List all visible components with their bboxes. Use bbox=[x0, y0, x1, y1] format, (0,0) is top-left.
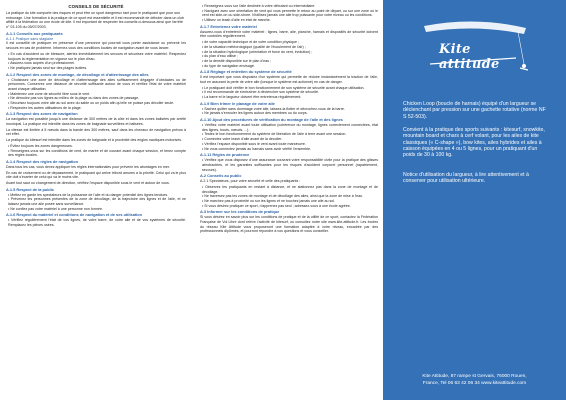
paragraph: Il est conseillé de pratiquer en présence d'une personne qui pourrait vous porter assistance ou prévenir les secours en cas de problème. Informez-vous des conditions locales de navigation avant de vous lancer. bbox=[6, 41, 186, 51]
paragraph: La pratique du kitesurf est interdite dans les zones de baignade et à proximité des engins nautiques motorisés. bbox=[6, 138, 183, 143]
bullet-item: • Connectez votre leash d'aile avant de la décoller. bbox=[200, 137, 378, 142]
kite-attitude-logo bbox=[420, 20, 530, 74]
bullet-item: • de votre capacité technique et de votre condition physique ; bbox=[200, 40, 378, 45]
bullet-item: • Vérifiez votre matériel avant toute utilisation (cohérence du montage, lignes correctement connectées, état des lignes, bouts, nœuds, ...). bbox=[200, 123, 378, 132]
bullet-item: • Renseignez-vous sur les conditions de vent, de marée et de courant avant chaque session, et tenez compte des règles locales. bbox=[6, 149, 186, 158]
paragraph: Avant tout saut ou changement de direction, vérifiez l'espace disponible sous le vent et autour de vous. bbox=[6, 181, 170, 186]
safety-column-left bbox=[0, 0, 192, 400]
safety-column-middle bbox=[193, 0, 383, 400]
section-heading: A.1.7 Entretenez votre matériel bbox=[200, 23, 257, 29]
bullet-item: • En cas d'accident ou de blessure, alertez immédiatement les secours et sécurisez votre matériel. Respectez toujours la réglementation en vigueur sur le plan d'eau. bbox=[6, 52, 186, 61]
bullet-item: • Vérifiez régulièrement l'état de vos lignes, de votre barre, de votre aile et de vos systèmes de sécurité. Remplacez les pièces usées. bbox=[6, 218, 186, 227]
section-heading: A.1.9 Bien trimer le planage de votre aile bbox=[200, 100, 275, 106]
bullet-item: • Utilisez un leash d'aile en état de marche. bbox=[200, 18, 378, 23]
bullet-item: • Ne vous connectez jamais au harnais sans avoir vérifié l'ensemble. bbox=[200, 147, 378, 152]
section-heading: A.1.6 Respect du matériel et conditions de navigation et de ses utilisation bbox=[6, 212, 142, 218]
section-heading: A.1.4 Respect des règles de navigation bbox=[6, 159, 79, 164]
product-description: Chicken Loop (boucle de harnais) équipé d'un largueur se déclenchant par pression sur une gachette rotative (norme NF S 52-503). bbox=[403, 101, 546, 120]
section-heading: A.1.2 Respect des zones de montage, de décollage et d'atterrissage des ailes bbox=[6, 71, 149, 77]
bullet-item: • Naviguez avec une orientation de vent qui vous permette le retour au point de départ, ou sur une zone où le vent est side-on ou side-shore. N'utilisez jamais une aile trop puissante pour votre niveau ou les conditions. bbox=[200, 9, 378, 18]
bullet-item: • Ne pratiquez jamais seul sur des plages isolées. bbox=[6, 66, 186, 71]
intro-paragraph: La pratique du kite comporte des risques et peut être un sport dangereux tant pour le pratiquant que pour son entourage. Une formation à la pratique de ce sport est essentielle et il est recommandé de débuter dans un club affilié à la fédération ou une école de kite. Il est important de respecter les conseils ci-dessous ainsi que l'arrêté n° 03-105 du 05/07/2003. bbox=[6, 11, 184, 30]
bullet-item: • Si vous désirez pratiquer ce sport, n'apprenez pas seul ; adressez-vous à une école agréée. bbox=[200, 204, 378, 209]
paragraph: Dans tous les cas, vous devez appliquer les règles internationales pour prévenir les abordages en mer. bbox=[6, 164, 170, 169]
bullet-item: • de la situation hydrologique (orientation et force du vent, évolution) ; bbox=[200, 50, 378, 55]
product-notice: Notice d'utilisation du largueur, à lire attentivement et à conserver pour utilisation ultérieure. bbox=[403, 172, 529, 185]
paragraph: Il est important que vous disposiez d'un système qui permette de réduire instantanément la traction de l'aile, tout en assurant la perte de votre aile (lorsque le système est actionné) en cas de danger. bbox=[200, 75, 378, 84]
paragraph: A.2.1 Spectateurs, pour votre sécurité et celle des pratiquants : bbox=[200, 179, 301, 184]
bullet-item: • du type de navigation envisagé. bbox=[200, 64, 378, 69]
bullet-item: • Le pratiquant doit vérifier le bon fonctionnement de son système de sécurité avant chaque utilisation. bbox=[200, 86, 378, 91]
bullet-item: • Ne déroulez pas vos lignes au milieu de la plage ou dans des zones de passage. bbox=[6, 96, 186, 101]
section-heading: A.1.1 Conseils aux pratiquants bbox=[6, 30, 63, 36]
company-contact: France, Tel 06 63 42 06 34 www.kiteattitude.com bbox=[422, 381, 527, 386]
product-usage: Convient à la pratique des sports suivants : kitesurf, snowkite, mountain board et chars à cerf volant, pour les ailes de kite classiques (« C-shape »), bow kites, ailes hybrides et ailes à caisson équipées en 4 ou 5 lignes, pour un pratiquant d'un poids de 30 à 100 kg. bbox=[403, 127, 545, 159]
bullet-item: • du plan d'eau utilisé ; bbox=[200, 54, 378, 59]
bullet-item: • Vérifiez que vous disposez d'une assurance couvrant votre responsabilité civile pour la pratique des glisses aérotractées, et les garanties suffisantes pour les risques d'accident corporel personnel (rapatriement, secours). bbox=[200, 158, 378, 172]
bullet-item: • Testez le bon fonctionnement du système de libération de l'aile à terre avant une session. bbox=[200, 132, 378, 137]
paragraph: Assurez-vous d'entretenir votre matériel : lignes, barre, aile, planche, harnais et dispositifs de sécurité doivent être contrôlés régulièrement. bbox=[200, 29, 378, 39]
bullet-item: • Ne traversez pas les zones de montage et de décollage des ailes, ainsi que la zone de mise à l'eau. bbox=[200, 194, 378, 199]
product-panel bbox=[383, 0, 566, 400]
subsection-heading: A.1.1 Pratique sans stagiaire bbox=[6, 36, 54, 41]
section-heading: A.1.10 Ajout des procédures de vérification du montage de l'aile et des lignes bbox=[200, 117, 343, 123]
paragraph: Si vous désirez en savoir plus sur les conditions de pratique et de la utilité de ce sport, contactez la Fédération Française de Vol Libre dont relève l'activité de kitesurf, ou consultez notre site www.kite-attitude.fr. Les écoles du réseau Kite Attitude vous proposeront une formation adaptée à votre niveau, encadrée par des professionnels diplômés, et pourront répondre à vos questions et vous conseiller. bbox=[200, 215, 378, 234]
bullet-item: • Renseignez-vous sur l'aile destinée à votre débutant ou intermédiaire. bbox=[200, 4, 378, 9]
section-heading: A.1.8 Réglage et entretien du système de sécurité bbox=[200, 69, 292, 75]
logo-wordmark: Kite attitude bbox=[439, 42, 500, 72]
bullet-item: • La barre et le largueur doivent être entretenus régulièrement. bbox=[200, 95, 378, 100]
safety-rules-left bbox=[6, 32, 186, 228]
section-heading: A.1.3 Respect des zones de navigation bbox=[6, 111, 78, 117]
section-heading: A.2 Conseils au public bbox=[200, 173, 242, 179]
bullet-item: • Mettez en garde les spectateurs de la puissance de l'aile et du danger potentiel des lignes tendues. bbox=[6, 193, 186, 198]
bullet-item: • Évitez toujours les zones dangereuses. bbox=[6, 144, 186, 149]
bullet-item: • Sachez quitter sans dommage votre aile, laissez-la flotter et décrochez-vous de la barre. bbox=[200, 107, 378, 112]
bullet-item: • Ne jamais s'enrouler les lignes autour des membres ou du corps. bbox=[200, 111, 378, 116]
company-address: Kite Attitude, 87 rampe st Gervais, 76000 Rouen, bbox=[422, 374, 527, 379]
bullet-item: • Vérifiez l'espace disponible sous le vent avant toute manœuvre. bbox=[200, 142, 378, 147]
bullet-item: • Ne marchez pas à proximité ou sur les lignes et ne touchez jamais une aile au sol. bbox=[200, 199, 378, 204]
section-heading: A.1.5 Respect de la public bbox=[6, 186, 55, 192]
bullet-item: • Il est recommandé de s'entraîner à déclencher son système de sécurité. bbox=[200, 90, 378, 95]
bullet-item: • Prévenez les personnes présentes de la zone de décollage, de la trajectoire des lignes et de l'aile, et ne laissez jamais une aile posée sans surveillance. bbox=[6, 197, 186, 206]
section-heading: A.3 Informer sur les conditions de pratique bbox=[200, 209, 280, 215]
section-heading: A.1.11 Règles de prudence bbox=[200, 152, 250, 158]
paragraph: La vitesse est limitée à 5 nœuds dans la bande des 300 mètres, sauf dans les chenaux de navigation prévus à cet effet. bbox=[6, 127, 186, 137]
document-title: CONSEILS DE SÉCURITÉ bbox=[68, 4, 124, 9]
bullet-item: • Respectez les autres utilisateurs de la plage. bbox=[6, 106, 186, 111]
bullet-item: • Ne confiez pas votre matériel à une personne non formée. bbox=[6, 207, 186, 212]
bullet-item: • de la situation météorologique (qualité de l'écoulement de l'air) ; bbox=[200, 45, 378, 50]
bullet-item: • Assurez-vous auprès d'un professionnel. bbox=[6, 61, 186, 66]
bullet-item: • de la densité disponible sur le plan d'eau ; bbox=[200, 59, 378, 64]
paragraph: En cas de croisement ou de dépassement, le pratiquant qui arrive tribord amures a la priorité. Celui qui va le plus vite doit s'écarter de celui qui va le moins vite. bbox=[6, 170, 186, 180]
paragraph: La navigation est possible jusqu'à une distance de 300 mètres de la côte et dans les zones balisées par arrêté municipal. La pratique est interdite dans les zones de baignade surveillées et balisées. bbox=[6, 117, 186, 127]
bullet-item: • Observez les pratiquants en restant à distance, et ne stationnez pas dans la zone de montage et de décollage. bbox=[200, 185, 378, 194]
bullet-item: • Maintenez une zone de sécurité libre sous le vent. bbox=[6, 92, 186, 97]
bullet-item: • Sécurisez toujours votre aile au sol avec du sable ou un poids afin qu'elle ne puisse pas décoller seule. bbox=[6, 101, 186, 106]
safety-rules-middle bbox=[200, 4, 378, 234]
bullet-item: • Choisissez une zone de décollage et d'atterrissage des ailes suffisamment dégagée d'obstacles ou de personnes. Conservez une distance de sécurité suffisante autour de vous et vérifiez l'état de votre matériel avant chaque utilisation. bbox=[6, 78, 186, 92]
